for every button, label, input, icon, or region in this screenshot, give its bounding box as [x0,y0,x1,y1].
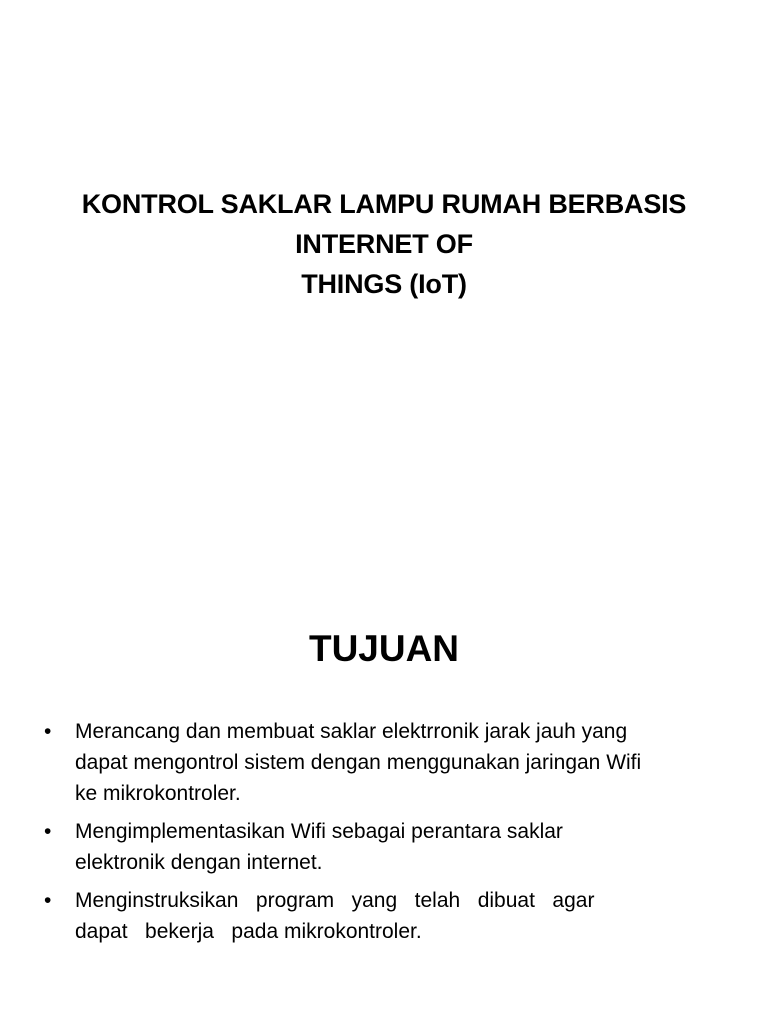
bullet-item-3 [44,885,720,947]
bullet-line: dapat bekerja pada mikrokontroler. [75,920,422,943]
bullet-icon: • [44,820,52,843]
slide-heading: TUJUAN [308,628,460,669]
presentation-title [40,184,728,304]
bullet-text [75,885,720,947]
bullet-icon: • [44,720,52,743]
bullet-line: Mengimplementasikan Wifi sebagai perantara saklar [75,820,563,843]
title-line-2: INTERNET OF [295,229,473,259]
bullet-line: dapat mengontrol sistem dengan menggunakan jaringan Wifi [75,751,642,774]
bullet-line: Merancang dan membuat saklar elektrronik jarak jauh yang [75,720,628,743]
bullet-text [75,716,720,809]
title-line-3: THINGS (IoT) [301,269,467,299]
bullet-line: ke mikrokontroler. [75,782,241,805]
title-line-1: KONTROL SAKLAR LAMPU RUMAH BERBASIS [81,189,687,219]
bullet-item-1 [44,716,720,809]
bullet-item-2 [44,816,720,878]
bullet-list [44,716,720,954]
bullet-line: Menginstruksikan program yang telah dibuat agar [75,889,595,912]
bullet-icon: • [44,889,52,912]
slide-tujuan [0,512,768,1024]
bullet-text [75,816,720,878]
bullet-line: elektronik dengan internet. [75,851,323,874]
